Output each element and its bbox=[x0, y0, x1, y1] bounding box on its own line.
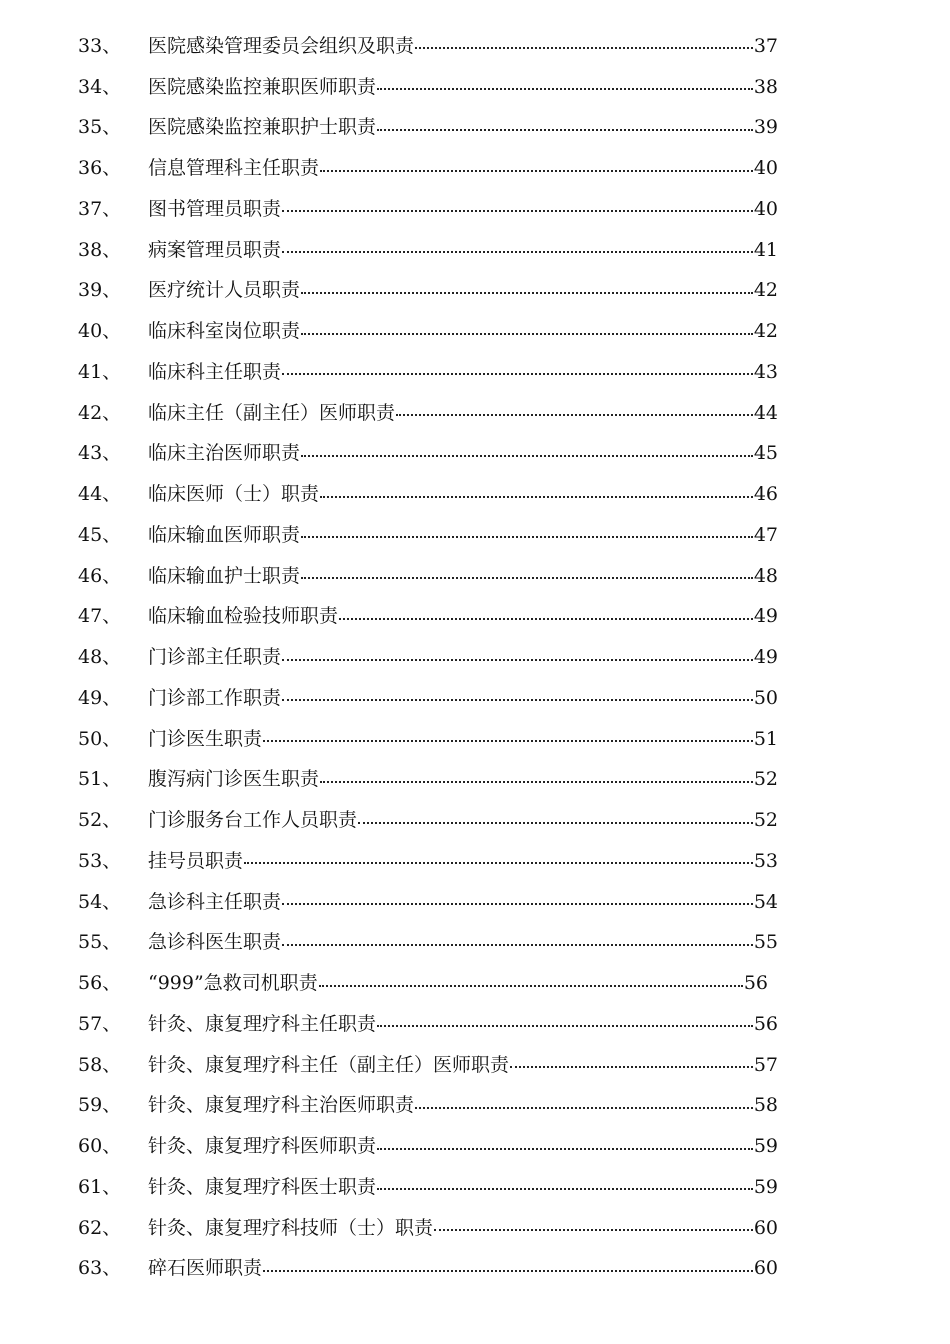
toc-entry[interactable] bbox=[78, 1249, 778, 1290]
toc-dot-leader bbox=[301, 292, 753, 294]
toc-entry-page-number: 39 bbox=[753, 116, 778, 139]
toc-entry[interactable] bbox=[78, 148, 778, 189]
toc-entry-page-number: 42 bbox=[753, 320, 778, 343]
toc-dot-leader bbox=[301, 333, 753, 335]
toc-entry-page-number: 38 bbox=[753, 75, 778, 98]
toc-entry[interactable] bbox=[78, 26, 778, 67]
toc-entry-number: 58、 bbox=[78, 1053, 122, 1076]
toc-entry[interactable] bbox=[78, 597, 778, 638]
toc-entry-title: 临床医师（士）职责 bbox=[148, 483, 320, 506]
toc-entry-page-number: 43 bbox=[753, 360, 778, 383]
toc-entry-page-number: 59 bbox=[753, 1135, 778, 1158]
toc-entry-page-number: 45 bbox=[753, 442, 778, 465]
toc-dot-leader bbox=[319, 985, 743, 987]
toc-entry-page-number: 42 bbox=[753, 279, 778, 302]
toc-entry[interactable] bbox=[78, 923, 778, 964]
toc-entry-page-number: 60 bbox=[753, 1257, 778, 1280]
toc-entry-number: 56、 bbox=[78, 972, 122, 995]
toc-entry-number: 38、 bbox=[78, 238, 122, 261]
toc-entry-number: 49、 bbox=[78, 686, 122, 709]
toc-entry-page-number: 50 bbox=[753, 686, 778, 709]
toc-entry[interactable] bbox=[78, 678, 778, 719]
toc-entry-number: 54、 bbox=[78, 890, 122, 913]
toc-entry-title: 针灸、康复理疗科技师（士）职责 bbox=[148, 1216, 434, 1239]
toc-dot-leader bbox=[244, 862, 753, 864]
toc-entry-number: 44、 bbox=[78, 483, 122, 506]
toc-entry-page-number: 40 bbox=[753, 157, 778, 180]
toc-dot-leader bbox=[320, 496, 753, 498]
toc-entry-number: 59、 bbox=[78, 1094, 122, 1117]
toc-entry-page-number: 52 bbox=[753, 809, 778, 832]
toc-entry[interactable] bbox=[78, 556, 778, 597]
toc-dot-leader bbox=[282, 210, 753, 212]
toc-entry-number: 43、 bbox=[78, 442, 122, 465]
toc-entry[interactable] bbox=[78, 963, 768, 1004]
toc-dot-leader bbox=[301, 455, 753, 457]
toc-entry[interactable] bbox=[78, 108, 778, 149]
toc-entry-number: 46、 bbox=[78, 564, 122, 587]
toc-entry-title: 针灸、康复理疗科主任职责 bbox=[148, 1012, 377, 1035]
toc-dot-leader bbox=[415, 1107, 753, 1109]
toc-entry-number: 51、 bbox=[78, 768, 122, 791]
toc-entry-page-number: 52 bbox=[753, 768, 778, 791]
toc-dot-leader bbox=[377, 129, 753, 131]
toc-entry-number: 41、 bbox=[78, 360, 122, 383]
toc-entry-page-number: 44 bbox=[753, 401, 778, 424]
toc-dot-leader bbox=[282, 659, 753, 661]
toc-entry-number: 57、 bbox=[78, 1012, 122, 1035]
toc-entry-title: 病案管理员职责 bbox=[148, 238, 282, 261]
toc-entry-number: 63、 bbox=[78, 1257, 122, 1280]
toc-entry-title: 碎石医师职责 bbox=[148, 1257, 263, 1280]
toc-entry[interactable] bbox=[78, 515, 778, 556]
toc-entry[interactable] bbox=[78, 637, 778, 678]
toc-dot-leader bbox=[415, 47, 753, 49]
toc-entry-title: 挂号员职责 bbox=[148, 849, 244, 872]
toc-entry[interactable] bbox=[78, 67, 778, 108]
toc-entry-page-number: 56 bbox=[743, 972, 768, 995]
toc-entry-number: 34、 bbox=[78, 75, 122, 98]
toc-entry-number: 48、 bbox=[78, 646, 122, 669]
toc-entry[interactable] bbox=[78, 1086, 778, 1127]
toc-entry[interactable] bbox=[78, 1126, 778, 1167]
toc-entry-title: 临床主治医师职责 bbox=[148, 442, 301, 465]
toc-entry-page-number: 51 bbox=[753, 727, 778, 750]
toc-entry-title: 医院感染监控兼职护士职责 bbox=[148, 116, 377, 139]
toc-dot-leader bbox=[282, 903, 753, 905]
toc-entry[interactable] bbox=[78, 800, 778, 841]
toc-entry-number: 36、 bbox=[78, 157, 122, 180]
toc-dot-leader bbox=[282, 373, 753, 375]
toc-entry-title: 信息管理科主任职责 bbox=[148, 157, 320, 180]
toc-dot-leader bbox=[377, 1188, 753, 1190]
toc-dot-leader bbox=[339, 618, 753, 620]
toc-dot-leader bbox=[358, 822, 753, 824]
toc-entry-title: 临床科室岗位职责 bbox=[148, 320, 301, 343]
toc-entry[interactable] bbox=[78, 352, 778, 393]
toc-entry-page-number: 54 bbox=[753, 890, 778, 913]
toc-dot-leader bbox=[282, 251, 753, 253]
toc-entry-page-number: 53 bbox=[753, 849, 778, 872]
toc-dot-leader bbox=[301, 536, 753, 538]
toc-entry[interactable] bbox=[78, 841, 778, 882]
toc-entry-page-number: 41 bbox=[753, 238, 778, 261]
toc-entry[interactable] bbox=[78, 474, 778, 515]
toc-entry-title: 针灸、康复理疗科主治医师职责 bbox=[148, 1094, 415, 1117]
toc-entry-title: 医疗统计人员职责 bbox=[148, 279, 301, 302]
toc-entry-number: 53、 bbox=[78, 849, 122, 872]
toc-entry-page-number: 46 bbox=[753, 483, 778, 506]
toc-dot-leader bbox=[320, 170, 753, 172]
toc-entry[interactable] bbox=[78, 230, 778, 271]
toc-dot-leader bbox=[263, 740, 753, 742]
toc-entry-title: 门诊部工作职责 bbox=[148, 686, 282, 709]
toc-entry-number: 61、 bbox=[78, 1175, 122, 1198]
toc-entry-number: 33、 bbox=[78, 34, 122, 57]
toc-entry[interactable] bbox=[78, 1208, 778, 1249]
toc-entry-number: 35、 bbox=[78, 116, 122, 139]
toc-dot-leader bbox=[510, 1066, 753, 1068]
toc-entry-page-number: 58 bbox=[753, 1094, 778, 1117]
toc-entry-number: 40、 bbox=[78, 320, 122, 343]
toc-dot-leader bbox=[434, 1229, 753, 1231]
toc-entry-title: 医院感染管理委员会组织及职责 bbox=[148, 34, 415, 57]
toc-entry-title: “999”急救司机职责 bbox=[148, 972, 318, 995]
toc-entry-title: 医院感染监控兼职医师职责 bbox=[148, 75, 377, 98]
toc-entry-title: 针灸、康复理疗科医师职责 bbox=[148, 1135, 377, 1158]
toc-entry-title: 门诊医生职责 bbox=[148, 727, 263, 750]
toc-entry-title: 门诊部主任职责 bbox=[148, 646, 282, 669]
toc-entry[interactable] bbox=[78, 760, 778, 801]
toc-entry[interactable] bbox=[78, 434, 778, 475]
toc-entry-title: 门诊服务台工作人员职责 bbox=[148, 809, 358, 832]
toc-entry-page-number: 59 bbox=[753, 1175, 778, 1198]
toc-entry[interactable] bbox=[78, 1045, 778, 1086]
toc-dot-leader bbox=[396, 414, 753, 416]
toc-entry-number: 60、 bbox=[78, 1135, 122, 1158]
toc-entry-title: 针灸、康复理疗科医士职责 bbox=[148, 1175, 377, 1198]
toc-entry-title: 急诊科医生职责 bbox=[148, 931, 282, 954]
toc-entry-number: 37、 bbox=[78, 197, 122, 220]
toc-entry[interactable] bbox=[78, 1004, 778, 1045]
toc-entry-number: 45、 bbox=[78, 523, 122, 546]
toc-dot-leader bbox=[263, 1270, 753, 1272]
toc-entry-number: 39、 bbox=[78, 279, 122, 302]
toc-entry[interactable] bbox=[78, 311, 778, 352]
toc-entry-title: 临床科主任职责 bbox=[148, 360, 282, 383]
toc-entry-page-number: 48 bbox=[753, 564, 778, 587]
toc-entry-number: 42、 bbox=[78, 401, 122, 424]
toc-entry-page-number: 47 bbox=[753, 523, 778, 546]
toc-dot-leader bbox=[301, 577, 753, 579]
toc-entry-number: 50、 bbox=[78, 727, 122, 750]
toc-dot-leader bbox=[377, 1148, 753, 1150]
toc-entry-page-number: 49 bbox=[753, 605, 778, 628]
toc-entry-page-number: 55 bbox=[753, 931, 778, 954]
toc-entry-title: 针灸、康复理疗科主任（副主任）医师职责 bbox=[148, 1053, 510, 1076]
toc-dot-leader bbox=[320, 781, 753, 783]
toc-entry-title: 临床输血医师职责 bbox=[148, 523, 301, 546]
toc-entry-page-number: 60 bbox=[753, 1216, 778, 1239]
toc-dot-leader bbox=[282, 944, 753, 946]
toc-entry-page-number: 56 bbox=[753, 1012, 778, 1035]
toc-dot-leader bbox=[377, 1025, 753, 1027]
toc-entry-title: 图书管理员职责 bbox=[148, 197, 282, 220]
toc-entry-page-number: 49 bbox=[753, 646, 778, 669]
toc-entry[interactable] bbox=[78, 1167, 778, 1208]
toc-dot-leader bbox=[282, 699, 753, 701]
toc-entry[interactable] bbox=[78, 882, 778, 923]
toc-entry-page-number: 57 bbox=[753, 1053, 778, 1076]
toc-entry-title: 临床输血护士职责 bbox=[148, 564, 301, 587]
toc-entry-title: 急诊科主任职责 bbox=[148, 890, 282, 913]
toc-entry-number: 47、 bbox=[78, 605, 122, 628]
toc-entry-page-number: 37 bbox=[753, 34, 778, 57]
toc-dot-leader bbox=[377, 88, 753, 90]
toc-entry[interactable] bbox=[78, 189, 778, 230]
toc-entry[interactable] bbox=[78, 393, 778, 434]
toc-entry[interactable] bbox=[78, 271, 778, 312]
toc-entry-title: 腹泻病门诊医生职责 bbox=[148, 768, 320, 791]
toc-entry-title: 临床输血检验技师职责 bbox=[148, 605, 339, 628]
toc-entry-number: 52、 bbox=[78, 809, 122, 832]
toc-entry[interactable] bbox=[78, 719, 778, 760]
toc-entry-page-number: 40 bbox=[753, 197, 778, 220]
toc-entry-number: 62、 bbox=[78, 1216, 122, 1239]
toc-entry-number: 55、 bbox=[78, 931, 122, 954]
toc-entry-title: 临床主任（副主任）医师职责 bbox=[148, 401, 396, 424]
